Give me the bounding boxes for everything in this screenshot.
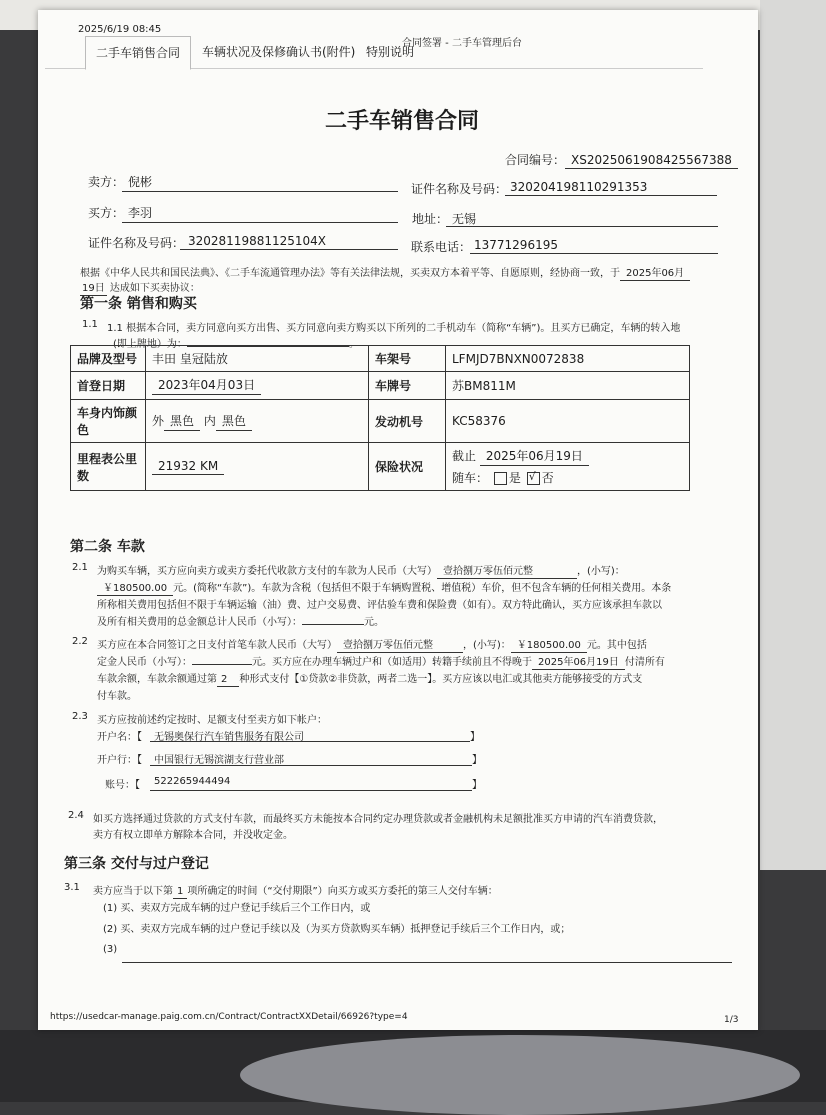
clause-2-1-text-c: 元。(简称“车款”)。车款为含税（包括但不限于车辆购置税、增值税）车价，但不包含车辆的任何相关费用。本条 — [173, 583, 672, 594]
preamble-text-2: 达成如下买卖协议： — [109, 283, 200, 294]
plate-label: 车牌号 — [369, 372, 446, 400]
account-name-underline — [150, 741, 470, 742]
color-label: 车身内饰颜色 — [71, 400, 146, 443]
tab-special-notes[interactable]: 特别说明 — [366, 45, 415, 59]
account-no-underline — [150, 790, 472, 791]
clause-2-3-text: 买方应按前述约定按时、足额支付至卖方如下帐户： — [97, 715, 327, 726]
plate-value: 苏BM811M — [446, 372, 690, 400]
clause-2-1-text-e: 及所有相关费用的总金额总计人民币（小写）： — [97, 617, 302, 628]
phone: 13771296195 — [474, 238, 558, 252]
delivery-option-1: (1) 买、卖双方完成车辆的过户登记手续后三个工作日内，或 — [103, 903, 371, 914]
section-3-heading: 第三条 交付与过户登记 — [64, 856, 209, 872]
final-payment-date: 2025年06月19日 — [532, 653, 625, 670]
table-row — [71, 400, 690, 443]
section-1-heading: 第一条 销售和购买 — [80, 296, 197, 312]
contract-no-row — [505, 151, 738, 169]
account-bank-label: 开户行：【 — [97, 755, 142, 766]
address: 无锡 — [452, 212, 477, 226]
clause-2-1-number: 2.1 — [72, 562, 88, 573]
print-datetime: 2025/6/19 08:45 — [78, 24, 162, 35]
phone-underline — [470, 253, 718, 254]
mileage-label: 里程表公里数 — [71, 443, 146, 491]
contract-title: 二手车销售合同 — [325, 109, 480, 134]
clause-2-2-text-f: 付清所有 — [624, 657, 665, 668]
clause-2-2-text-a: 买方应在本合同签订之日支付首笔车款人民币（大写） — [97, 640, 337, 651]
preamble-date-b: 19日 — [80, 279, 107, 296]
seller-label: 卖方： — [88, 175, 125, 189]
frame-value: LFMJD7BNXN0072838 — [446, 346, 690, 372]
interior-value: 黑色 — [216, 412, 252, 431]
price-lowercase: ￥180500.00 — [97, 579, 173, 596]
clause-3-1-text-b: 项所确定的时间（“交付期限”）向买方或买方委托的第三人交付车辆： — [187, 886, 498, 897]
clause-2-2-line-4: 付车款。 — [97, 691, 137, 702]
clause-2-3-number: 2.3 — [72, 711, 88, 722]
price-uppercase: 壹拾捌万零伍佰元整 — [437, 562, 577, 579]
address-label: 地址： — [412, 212, 449, 226]
clause-2-4-line-1: 如买方选择通过贷款的方式支付车款，而最终买方未能按本合同约定办理贷款或者金融机构未足额批准买方申请的汽车消费贷款， — [93, 814, 663, 825]
insurance-label: 保险状况 — [369, 443, 446, 491]
brand-label: 品牌及型号 — [71, 346, 146, 372]
tab-bar — [45, 36, 703, 69]
with-car-row — [452, 469, 683, 486]
address-underline — [446, 226, 718, 227]
clause-2-1-text-b: ，(小写)： — [577, 566, 625, 577]
buyer-id-underline — [180, 249, 398, 250]
delivery-option-2: (2) 买、卖双方完成车辆的过户登记手续以及（为买方贷款购买车辆）抵押登记手续后三个工作日内，或； — [103, 924, 571, 935]
delivery-option-3: (3) — [103, 944, 118, 955]
clause-2-1-line-4 — [97, 613, 384, 628]
insurance-cell — [446, 443, 690, 491]
transfer-location-label: (即上牌地）为： — [113, 339, 187, 350]
contract-no-label: 合同编号： — [505, 153, 566, 167]
clause-2-2-line-1 — [97, 636, 647, 653]
account-bank-underline — [150, 765, 472, 766]
clause-2-2-line-3 — [97, 670, 642, 687]
reg-date-value: 2023年04月03日 — [152, 376, 261, 395]
print-page-title: 合同签署 - 二手车管理后台 — [402, 38, 522, 49]
buyer-label: 买方： — [88, 206, 125, 220]
frame-label: 车架号 — [369, 346, 446, 372]
buyer-name: 李羽 — [128, 206, 153, 220]
insurance-end-date: 2025年06月19日 — [480, 447, 589, 466]
section-2-heading: 第二条 车款 — [70, 539, 145, 555]
mileage-value: 21932 KM — [152, 459, 224, 475]
insurance-expiry-row — [452, 447, 683, 466]
table-row — [71, 443, 690, 491]
account-bank: 中国银行无锡滨湖支行营业部 — [154, 755, 284, 766]
preamble-date-a: 2025年06月 — [620, 264, 690, 281]
engine-value: KC58376 — [446, 400, 690, 443]
vehicle-info-table — [70, 345, 690, 491]
account-name-bracket-end: 】 — [470, 732, 480, 743]
clause-2-2-text-c: 元。其中包括 — [586, 640, 647, 651]
delivery-option: 1 — [173, 886, 187, 899]
account-no-bracket-end: 】 — [472, 780, 482, 791]
total-amount-blank — [302, 623, 364, 625]
desk-background-right — [760, 0, 826, 870]
seller-id-label: 证件名称及号码： — [411, 182, 508, 196]
seller-name: 倪彬 — [128, 175, 153, 189]
table-row — [71, 346, 690, 372]
clause-1-1-text-1: 1.1 根据本合同，卖方同意向买方出售、买方同意向卖方购买以下所列的二手机动车（简称“车辆”)。且买方已确定，车辆的转入地 — [107, 323, 681, 334]
clause-2-1-text-a: 为购买车辆，买方应向卖方或卖方委托代收款方支付的车款为人民币（大写） — [97, 566, 437, 577]
buyer-underline — [122, 222, 398, 223]
clause-2-2-text-e: 元。买方应在办理车辆过户和（如适用）转籍手续前且不得晚于 — [252, 657, 532, 668]
interior-label: 内 — [203, 413, 216, 428]
reg-date-cell — [146, 372, 369, 400]
clause-2-2-text-g: 车款余额，车款余额通过第 — [97, 674, 217, 685]
contract-no: XS2025061908425567388 — [565, 153, 738, 169]
table-row — [71, 372, 690, 400]
clause-2-1-line-3: 所称相关费用包括但不限于车辆运输（油）费、过户交易费、评估验车费和保险费（如有）。双方特此确认，买方应该承担车款以 — [97, 600, 662, 611]
tab-sales-contract[interactable]: 二手车销售合同 — [85, 36, 191, 70]
phone-label: 联系电话： — [411, 240, 472, 254]
mileage-cell — [146, 443, 369, 491]
seller-id: 320204198110291353 — [510, 180, 648, 194]
color-cell — [146, 400, 369, 443]
tab-vehicle-condition[interactable]: 车辆状况及保修确认书(附件) — [202, 45, 356, 59]
buyer-id-label: 证件名称及号码： — [88, 236, 185, 250]
clause-3-1-text-a: 卖方应当于以下第 — [93, 886, 173, 897]
delivery-option-3-underline — [122, 962, 732, 963]
first-payment-uppercase: 壹拾捌万零伍佰元整 — [337, 636, 463, 653]
insurance-end-label: 截止 — [452, 449, 477, 463]
clause-2-4-number: 2.4 — [68, 810, 84, 821]
clause-2-2-line-2 — [97, 653, 665, 670]
yes-label: 是 — [508, 471, 521, 485]
clause-2-1-line-1 — [97, 562, 625, 579]
exterior-label: 外 — [152, 413, 165, 428]
buyer-id: 32028119881125104X — [188, 234, 327, 248]
account-no: 522265944494 — [154, 776, 231, 787]
clause-2-1-line-2 — [97, 579, 671, 596]
no-checkbox[interactable] — [527, 472, 540, 485]
clause-1-1-number: 1.1 — [82, 319, 98, 330]
clause-2-2-text-b: ，(小写)： — [463, 640, 511, 651]
account-no-label: 账号：【 — [105, 780, 140, 791]
clause-3-1-number: 3.1 — [64, 882, 80, 893]
first-payment-lowercase: ￥180500.00 — [511, 636, 587, 653]
seller-id-underline — [505, 195, 717, 196]
clause-2-1-text-f: 元。 — [364, 617, 384, 628]
clause-2-2-number: 2.2 — [72, 636, 88, 647]
footer-url: https://usedcar-manage.paig.com.cn/Contract/ContractXXDetail/66926?type=4 — [50, 1012, 408, 1022]
engine-label: 发动机号 — [369, 400, 446, 443]
seller-underline — [122, 191, 398, 192]
account-bank-bracket-end: 】 — [472, 755, 482, 766]
fabric-object — [240, 1035, 800, 1115]
account-name-label: 开户名：【 — [97, 732, 142, 743]
clause-2-2-text-h: 种形式支付【①贷款②非贷款，两者二选一】。买方应该以电汇或其他卖方能够接受的方式支 — [239, 674, 643, 685]
brand-value: 丰田 皇冠陆放 — [146, 346, 369, 372]
payment-method: 2 — [217, 674, 239, 687]
deposit-blank — [192, 663, 252, 665]
transfer-location-end: 。 — [348, 339, 359, 350]
account-name: 无锡奥保行汽车销售服务有限公司 — [154, 732, 304, 743]
exterior-value: 黑色 — [164, 412, 200, 431]
yes-checkbox[interactable] — [494, 472, 507, 485]
clause-2-2-text-d: 定金人民币（小写）： — [97, 657, 192, 668]
preamble-text-1: 根据《中华人民共和国民法典》、《二手车流通管理办法》等有关法律法规，买卖双方本着平等、自愿原则，经协商一致，于 — [80, 268, 620, 279]
reg-date-label: 首登日期 — [71, 372, 146, 400]
clause-3-1-line-1 — [93, 882, 498, 899]
footer-page-number: 1/3 — [724, 1015, 739, 1025]
clause-2-4-line-2: 卖方有权立即单方解除本合同，并没收定金。 — [93, 830, 293, 841]
no-label: 否 — [541, 471, 554, 485]
with-car-label: 随车： — [452, 471, 489, 485]
